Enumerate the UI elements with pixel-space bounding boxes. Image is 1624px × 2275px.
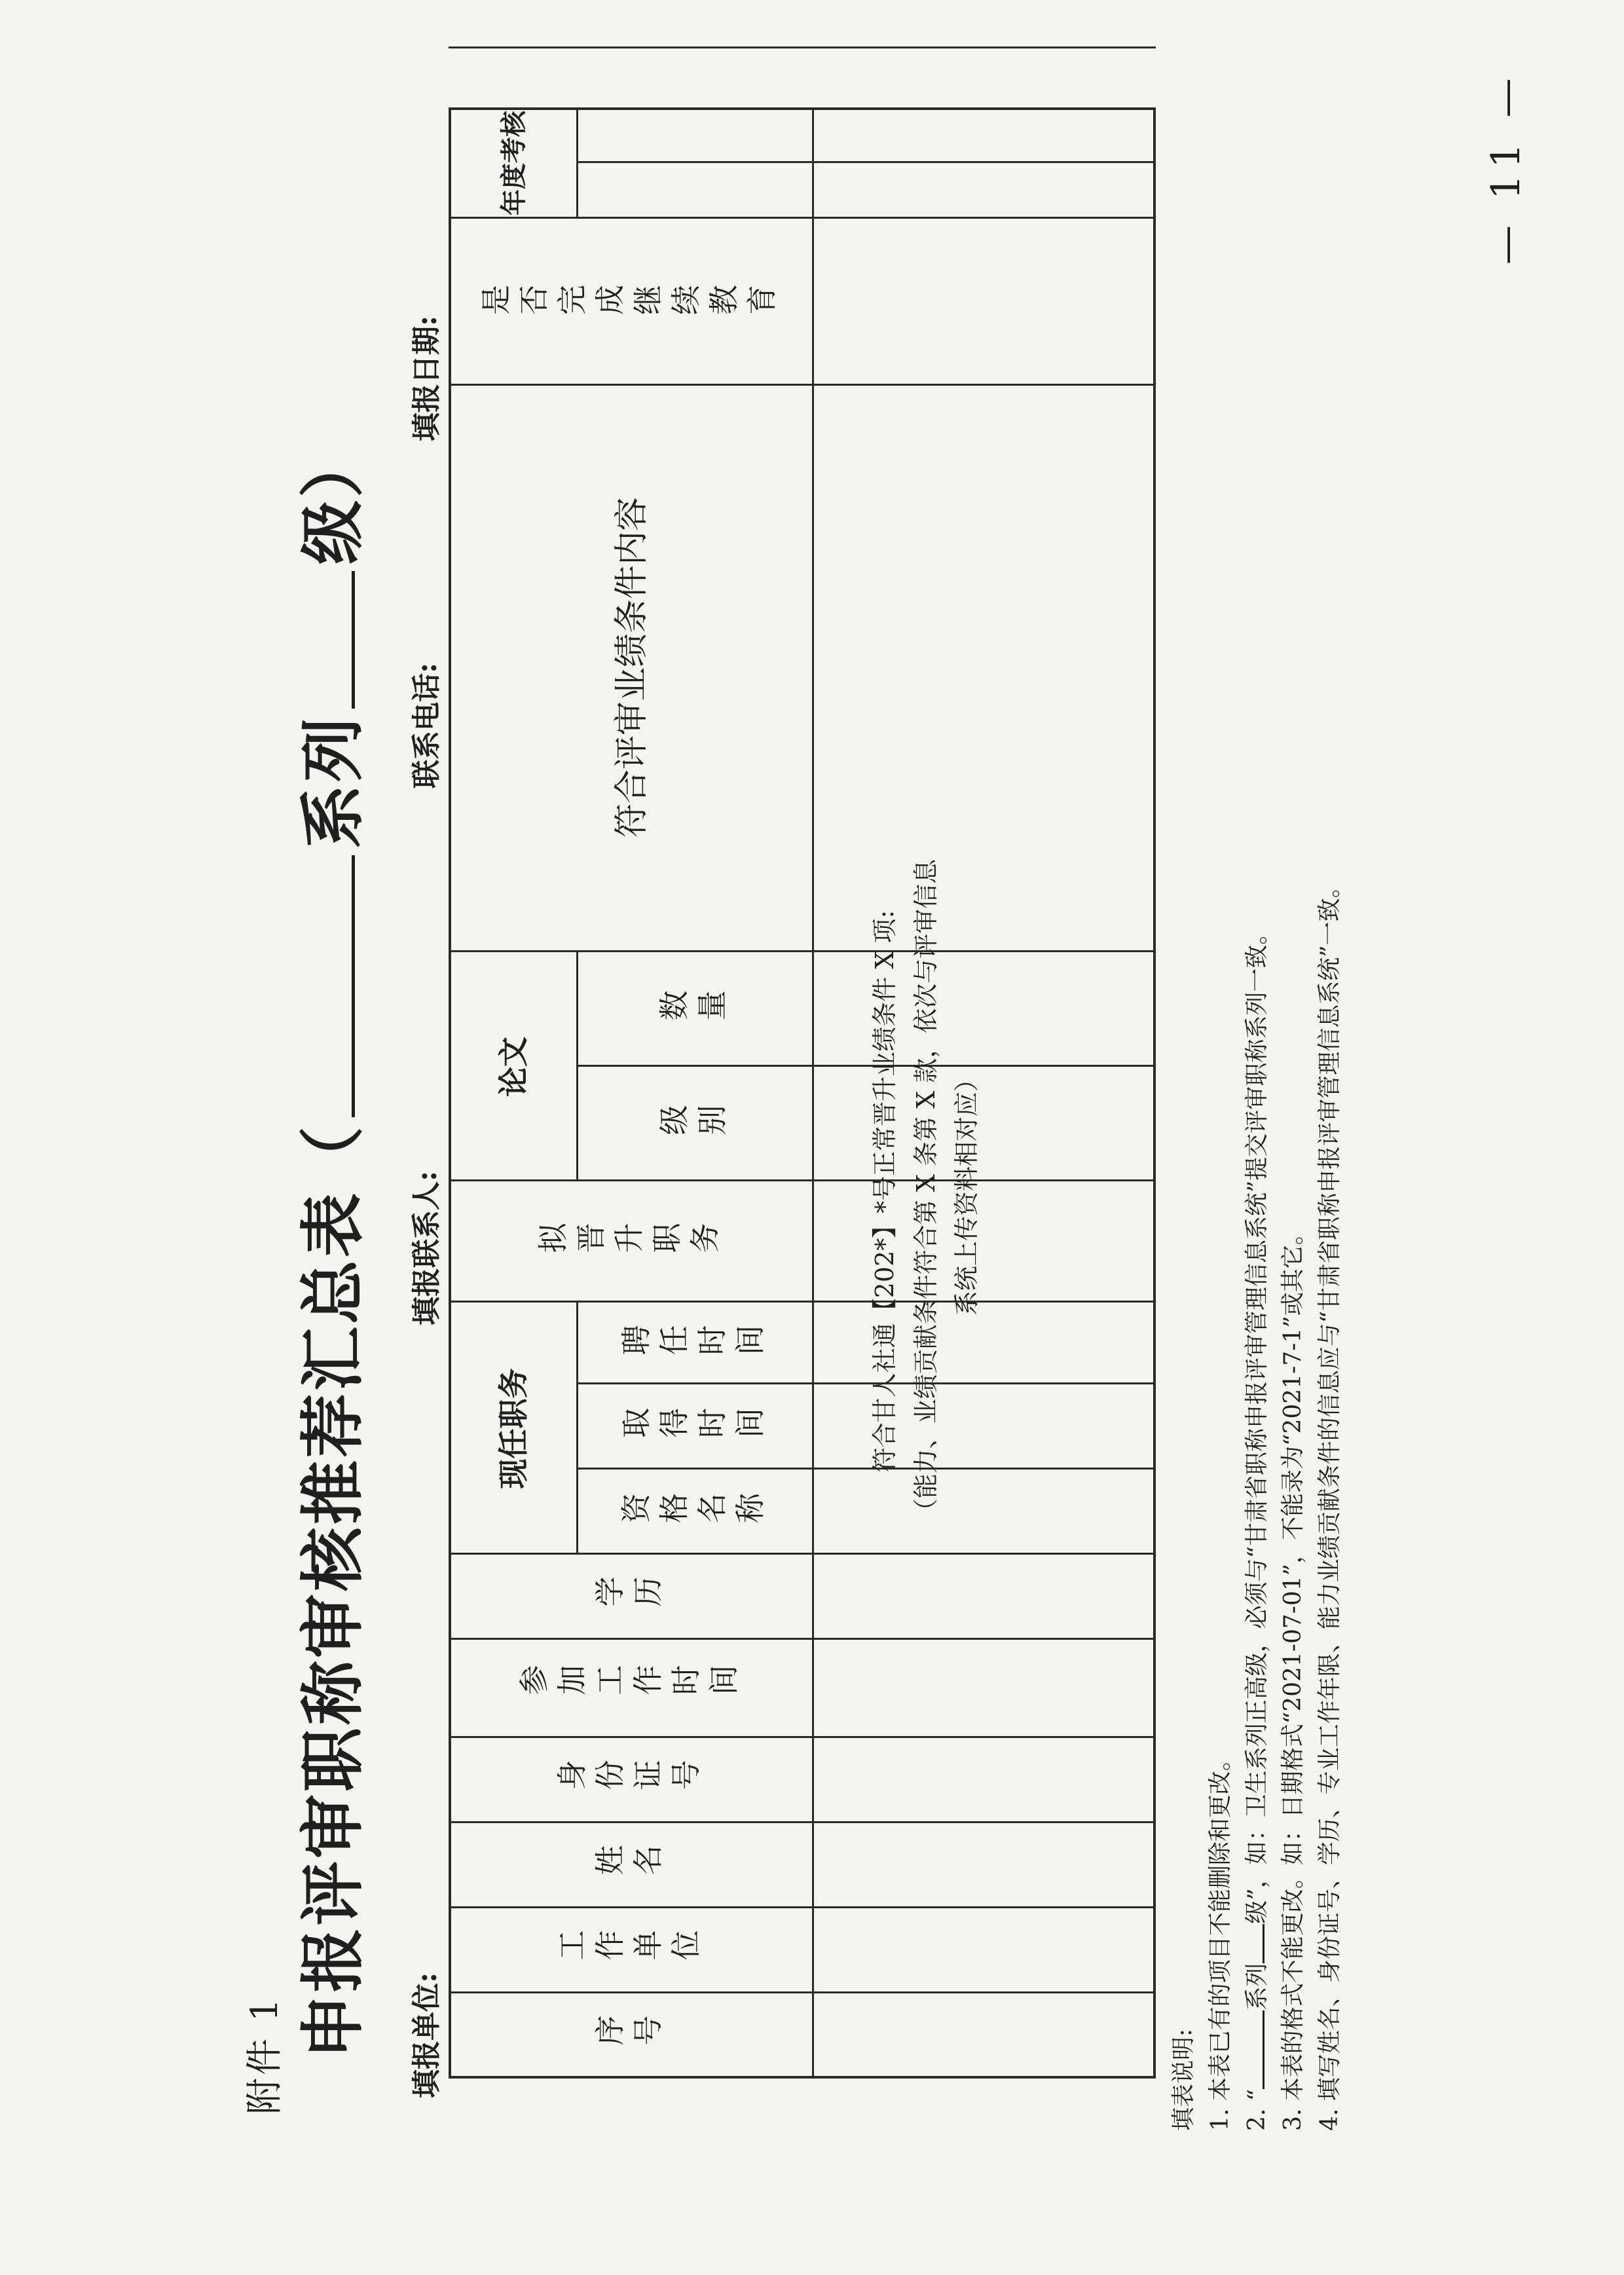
performance-note-line3: 系统上传资料相对应） (952, 1067, 982, 1316)
title-prefix: 申报评审职称审核推荐汇总表（ (295, 1123, 371, 2059)
performance-note (864, 756, 1100, 1627)
header-seq: 序号 (594, 2014, 670, 2050)
note-item-2-rest: 级”，如：卫生系列正高级，必须与“甘肃省职称申报评审管理信息系统”提交评审职称系列一致。 (1243, 921, 1270, 1924)
performance-note-line2: （能力、业绩贡献条件符合第 X 条第 X 款，依次与评审信息 (911, 859, 940, 1524)
level-underline (1263, 1924, 1264, 1963)
header-appoint-time: 聘任时间 (619, 1324, 772, 1360)
page-number: — 11 — (1483, 71, 1529, 265)
header-id-number: 身份证号 (556, 1759, 708, 1795)
title-series: 系列 (295, 714, 371, 849)
note-item-2-prefix: 2. “ (1243, 2088, 1270, 2131)
header-obtain-time: 取得时间 (619, 1407, 772, 1443)
title-level: 级） (295, 430, 371, 564)
phone-label: 联系电话: (410, 662, 443, 788)
unit-label: 填报单位: (410, 1972, 443, 2098)
performance-note-line1: 符合甘人社通【202*】*号正常晋升业绩条件 X 项: (870, 910, 899, 1473)
header-annual-assessment: 年度考核 (498, 111, 529, 215)
date-label: 填报日期: (410, 315, 443, 441)
series-blank (299, 855, 355, 1117)
header-work-start: 参加工作时间 (518, 1664, 746, 1700)
level-blank (299, 571, 355, 709)
header-education: 学历 (594, 1576, 670, 1612)
contact-label: 填报联系人: (410, 1170, 443, 1325)
note-item-3: 3. 本表的格式不能更改。如：日期格式“2021-07-01”，不能录为“2021-7-1”或其它。 (1280, 1221, 1307, 2131)
notes-heading: 填表说明: (1170, 2028, 1197, 2131)
header-performance: 符合评审业绩条件内容 (612, 497, 652, 838)
fill-instructions (1166, 874, 1348, 2131)
header-proposed-position: 拟晋升职务 (537, 1222, 727, 1258)
header-name: 姓名 (594, 1844, 670, 1880)
note-item-4: 4. 填写姓名、身份证号、学历、专业工作年限、能力业绩贡献条件的信息应与“甘肃省职称申报评审管理信息系统”一致。 (1316, 874, 1344, 2131)
attachment-label: 附件 1 (244, 1995, 286, 2115)
header-paper-level: 级别 (657, 1104, 734, 1140)
note-item-2-series: 系列 (1243, 1963, 1270, 2010)
header-current-position: 现任职务 (496, 1368, 532, 1489)
header-continuing-education: 是否完成继续教育 (480, 284, 784, 320)
header-paper: 论文 (496, 1037, 532, 1097)
header-work-unit: 工作单位 (556, 1929, 708, 1965)
header-qualification-name: 资格名称 (619, 1492, 772, 1528)
series-underline (1263, 2010, 1264, 2089)
note-item-2 (1239, 874, 1276, 2131)
header-paper-count: 数量 (657, 990, 734, 1026)
note-item-1: 1. 本表已有的项目不能删除和更改。 (1206, 1747, 1234, 2131)
